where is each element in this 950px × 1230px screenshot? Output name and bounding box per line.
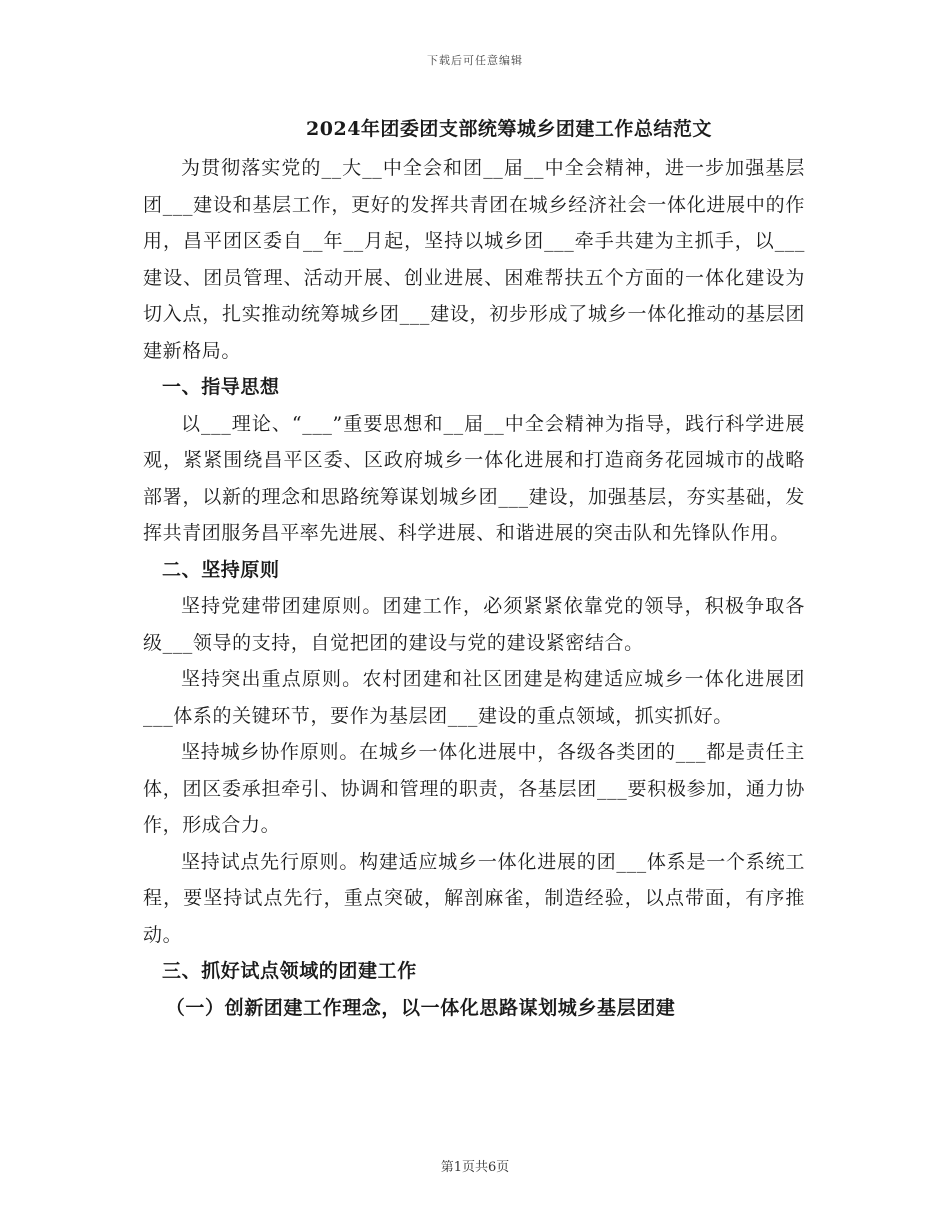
section-heading-principles: 二、坚持原则 — [162, 558, 280, 581]
document-title: 2024年团委团支部统筹城乡团建工作总结范文 — [306, 118, 712, 140]
section-heading-pilot: 三、抓好试点领域的团建工作 — [162, 960, 417, 982]
intro-paragraph: 为贯彻落实党的__大__中全会和团__届__中全会精神，进一步加强基层团___建设和基层工作，更好的发挥共青团在城乡经济社会一体化进展中的作用，昌平团区委自__年__月起，坚持以城乡团___牵手共建为主抓手，以___建设、团员管理、活动开展、创业进展、困难帮扶五个方面的一体化建设为切入点，扎实推动统筹城乡团___建设，初步形成了城乡一体化推动的基层团建新格局。 — [143, 157, 805, 362]
principle-paragraph-3: 坚持城乡协作原则。在城乡一体化进展中，各级各类团的___都是责任主体，团区委承担牵引、协调和管理的职责，各基层团___要积极参加，通力协作，形成合力。 — [143, 741, 805, 836]
page-footer: 第1页共6页 — [440, 1160, 510, 1175]
guiding-paragraph: 以___理论、“___”重要思想和__届__中全会精神为指导，践行科学进展观，紧紧围绕昌平区委、区政府城乡一体化进展和打造商务花园城市的战略部署，以新的理念和思路统筹谋划城乡团___建设，加强基层，夯实基础，发挥共青团服务昌平率先进展、科学进展、和谐进展的突击队和先锋队作用。 — [143, 412, 805, 544]
header-note: 下载后可任意编辑 — [427, 54, 523, 67]
principle-paragraph-2: 坚持突出重点原则。农村团建和社区团建是构建适应城乡一体化进展团___体系的关键环节，要作为基层团___建设的重点领域，抓实抓好。 — [143, 668, 805, 727]
principle-paragraph-1: 坚持党建带团建原则。团建工作，必须紧紧依靠党的领导，积极争取各级___领导的支持，自觉把团的建设与党的建设紧密结合。 — [143, 595, 805, 654]
subsection-heading-1: （一）创新团建工作理念，以一体化思路谋划城乡基层团建 — [165, 996, 676, 1019]
section-heading-guiding: 一、指导思想 — [162, 376, 280, 398]
document-body — [143, 112, 805, 1026]
principle-paragraph-4: 坚持试点先行原则。构建适应城乡一体化进展的团___体系是一个系统工程，要坚持试点先行，重点突破，解剖麻雀，制造经验，以点带面，有序推动。 — [143, 850, 805, 946]
